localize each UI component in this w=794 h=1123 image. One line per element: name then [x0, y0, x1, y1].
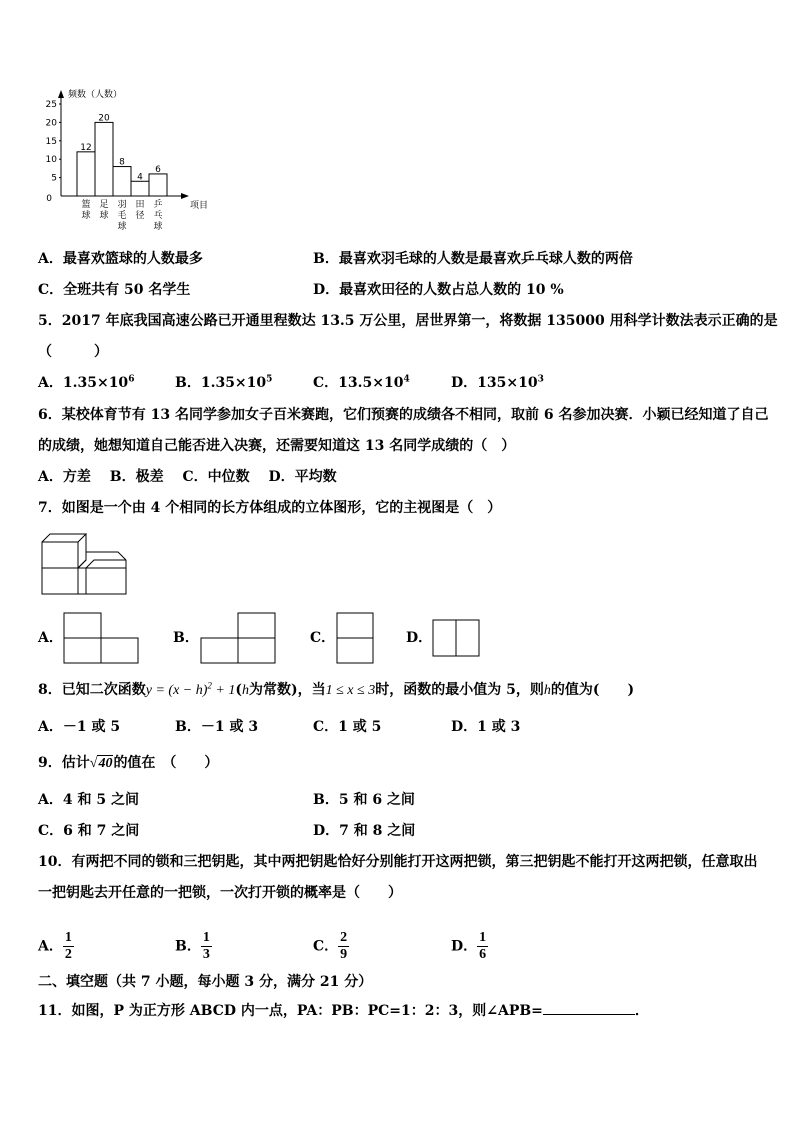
q7-option-c-figure — [336, 612, 374, 664]
q4-option-a: A．最喜欢篮球的人数最多 — [38, 251, 203, 267]
bar-足球 — [95, 122, 113, 196]
q6-options: A．方差 B．极差 C．中位数 D．平均数 — [38, 469, 337, 485]
q9-option-c: C．6 和 7 之间 — [38, 823, 140, 839]
q7-option-a-figure — [63, 612, 139, 664]
category-label: 羽毛球 — [117, 200, 127, 232]
q10-line1: 10．有两把不同的锁和三把钥匙，其中两把钥匙恰好分别能打开这两把锁，第三把钥匙不能打开这两把锁，任意取出 — [38, 854, 758, 870]
q9-radical-sign: √ — [89, 756, 98, 771]
bar-value-label: 20 — [98, 113, 110, 124]
q8-condition: 1 ≤ x ≤ 3 — [325, 683, 376, 698]
category-label: 篮球 — [81, 200, 91, 221]
y-tick-label: 15 — [45, 136, 57, 147]
bar-value-label: 4 — [137, 172, 143, 183]
q5-option-a: A．$1.35\times 10^6$ — [38, 374, 135, 391]
chart-ylabel: 频数（人数） — [68, 90, 123, 100]
q8-option-d: D．1 或 3 — [451, 719, 521, 735]
q4-option-d: D．最喜欢田径的人数占总人数的 10 % — [313, 282, 564, 298]
q5-paren: （ ） — [38, 344, 108, 360]
y-tick-label: 20 — [45, 118, 57, 129]
category-label: 田径 — [135, 200, 145, 221]
category-label: 足球 — [99, 200, 109, 221]
bar-value-label: 12 — [80, 142, 92, 153]
q10-line2: 一把钥匙去开任意的一把锁，一次打开锁的概率是（ ） — [38, 885, 402, 901]
bar-羽毛球 — [113, 167, 131, 196]
q5-option-b: B．$1.35\times 10^5$ — [175, 374, 273, 391]
q5-option-c: C．$13.5\times 10^4$ — [313, 374, 410, 391]
q7-option-d-figure — [432, 619, 480, 657]
q5-stem: 5．2017 年底我国高速公路已开通里程数达 13.5 万公里，居世界第一，将数据 135000 用科学计数法表示正确的是 — [38, 313, 778, 329]
q9-option-a: A．4 和 5 之间 — [38, 792, 139, 808]
q4-option-b: B．最喜欢羽毛球的人数是最喜欢乒乓球人数的两倍 — [313, 251, 633, 267]
q10-option-d: D． $\frac{1}{6}$ — [451, 930, 487, 962]
bar-value-label: 6 — [155, 164, 161, 175]
q10-option-b: B． $\frac{1}{3}$ — [175, 930, 210, 962]
q7-option-b-label: B． — [173, 630, 199, 646]
q7-stem: 7．如图是一个由 4 个相同的长方体组成的立体图形，它的主视图是（ ） — [38, 500, 502, 516]
q8-function: $y = (x - h)^2 + 1$ — [145, 680, 236, 698]
y-tick-label: 10 — [45, 155, 57, 166]
q9-stem: 9．估计√40的值在 （ ） — [38, 755, 219, 771]
category-label: 乒乓球 — [153, 200, 163, 232]
y-tick-label: 0 — [46, 194, 52, 204]
q7-solid-figure — [38, 530, 138, 602]
q7-option-a-label: A． — [38, 630, 63, 646]
q9-option-b: B．5 和 6 之间 — [313, 792, 415, 808]
q7-option-c-label: C． — [310, 630, 336, 646]
q10-option-a: A． $\frac{1}{2}$ — [38, 930, 72, 962]
q11-answer-blank[interactable] — [543, 1000, 635, 1015]
bar-chart — [40, 86, 220, 236]
q7-option-b-figure — [200, 612, 276, 664]
q6-line1: 6．某校体育节有 13 名同学参加女子百米赛跑，它们预赛的成绩各不相同，取前 6 名参加决赛．小颖已经知道了自己 — [38, 407, 769, 423]
section-heading: 二、填空题（共 7 小题，每小题 3 分，满分 21 分） — [38, 974, 373, 990]
q10-option-c: C． $\frac{2}{9}$ — [313, 930, 348, 962]
q8-option-b: B．－1 或 3 — [175, 719, 259, 735]
q11-stem: 11．如图，P 为正方形 ABCD 内一点，PA：PB：PC=1：2：3，则∠APB= ． — [38, 1000, 649, 1020]
y-tick-label: 25 — [45, 100, 57, 110]
bar-篮球 — [77, 152, 95, 196]
q8-option-a: A．－1 或 5 — [38, 719, 121, 735]
q9-option-d: D．7 和 8 之间 — [313, 823, 416, 839]
q6-line2: 的成绩，她想知道自己能否进入决赛，还需要知道这 13 名同学成绩的（ ） — [38, 438, 516, 454]
bar-乒乓球 — [149, 174, 167, 196]
y-tick-label: 5 — [51, 173, 57, 184]
q7-option-d-label: D． — [406, 630, 433, 646]
q4-option-c: C．全班共有 50 名学生 — [38, 282, 191, 298]
q8-stem: 8．已知二次函数$y = (x - h)^2 + 1(h$为常数)，当1 ≤ x ≤ 3时，函数的最小值为 5，则h的值为( ) — [38, 680, 635, 698]
q9-radicand: 40 — [98, 756, 113, 771]
q8-option-c: C．1 或 5 — [313, 719, 382, 735]
bar-value-label: 8 — [119, 157, 125, 168]
q5-option-d: D．$135\times 10^3$ — [451, 374, 544, 391]
bar-田径 — [131, 181, 149, 196]
chart-xlabel: 项目 — [190, 201, 209, 211]
